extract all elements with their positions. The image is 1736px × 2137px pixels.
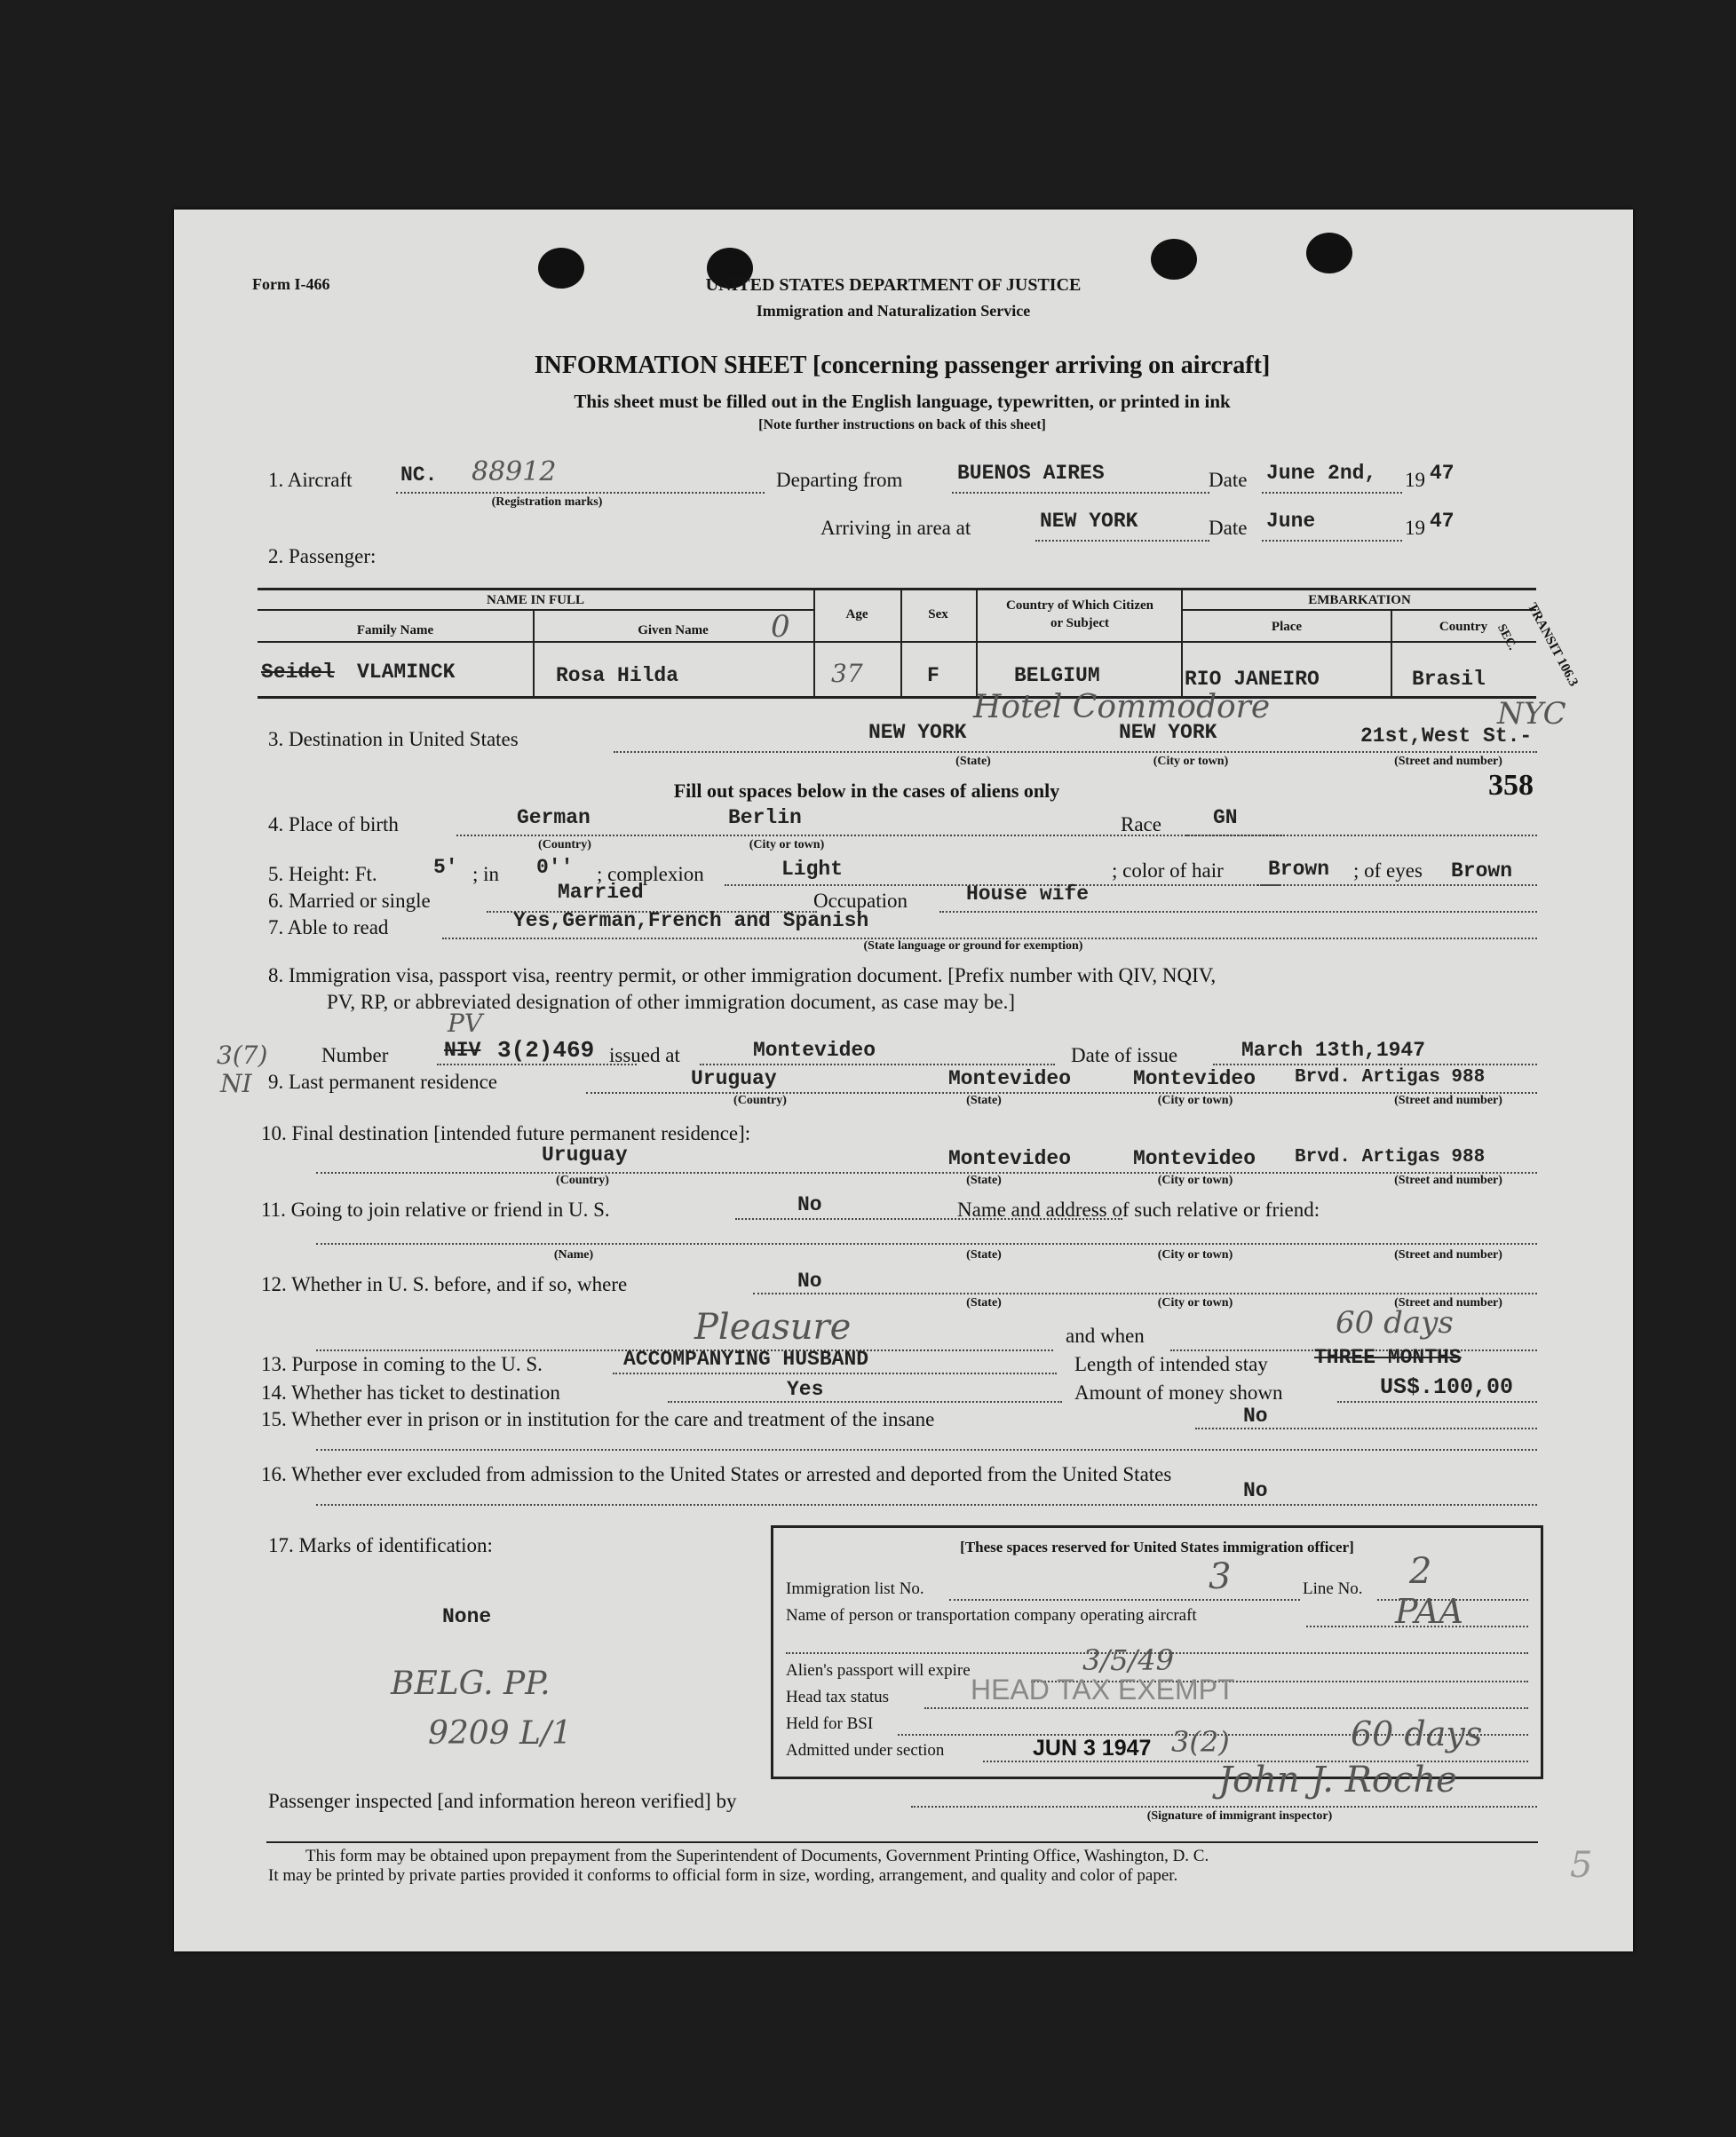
aliens-heading: Fill out spaces below in the cases of aliens only — [673, 780, 1060, 802]
length-label: Length of intended stay — [1074, 1353, 1268, 1375]
destination-sub-street: (Street and number) — [1394, 755, 1502, 768]
prison-value: No — [1243, 1405, 1268, 1428]
department-title: UNITED STATES DEPARTMENT OF JUSTICE — [705, 275, 1082, 295]
given-name-mark: 0 — [771, 609, 790, 645]
header-place: Place — [1271, 620, 1303, 634]
birth-sub-country: (Country) — [538, 838, 591, 851]
destination-handwritten-city: NYC — [1497, 696, 1566, 732]
aircraft-prefix: NC. — [400, 463, 438, 487]
tax-label: Head tax status — [786, 1688, 890, 1706]
aircraft-sublabel: (Registration marks) — [491, 495, 603, 509]
list-label: Immigration list No. — [786, 1579, 924, 1598]
line-value: 2 — [1409, 1551, 1432, 1592]
height-ft-value: 5' — [433, 856, 458, 879]
header-sex: Sex — [928, 607, 948, 621]
marks-handwritten-1: BELG. PP. — [391, 1666, 551, 1702]
departing-label: Departing from — [776, 469, 903, 491]
line-label: Line No. — [1303, 1579, 1363, 1598]
height-in-label: ; in — [472, 863, 500, 885]
destination-sub-state: (State) — [955, 755, 991, 768]
residence-street: Brvd. Artigas 988 — [1295, 1067, 1486, 1088]
inspector-signature: John J. Roche — [1218, 1760, 1457, 1801]
officer-box — [771, 1525, 1543, 1779]
issued-at-label: issued at — [609, 1044, 680, 1066]
residence-label: 9. Last permanent residence — [268, 1071, 497, 1093]
departing-year-prefix: 19 — [1405, 469, 1425, 491]
purpose-label: 13. Purpose in coming to the U. S. — [261, 1353, 543, 1375]
height-ft-label: 5. Height: Ft. — [268, 863, 377, 885]
marks-value: None — [442, 1605, 492, 1628]
service-title: Immigration and Naturalization Service — [756, 302, 1031, 320]
margin-note-1: 3(7) — [217, 1041, 268, 1070]
married-value: Married — [558, 881, 644, 904]
visa-number-label: Number — [321, 1044, 389, 1066]
footer-line-1: This form may be obtained upon prepayment from the Superintendent of Documents, Government Printing Office, Washington, D. C. — [305, 1847, 1209, 1865]
footer-line-2: It may be printed by private parties provided it conforms to official form in size, wording, arrangement, and quality and color of paper. — [268, 1866, 1178, 1885]
issued-at-value: Montevideo — [753, 1039, 876, 1062]
residence-sub-city: (City or town) — [1157, 1094, 1233, 1107]
before-label: 12. Whether in U. S. before, and if so, where — [261, 1273, 628, 1295]
transit-stamp: TRANSIT 106.3 — [1524, 600, 1581, 689]
eyes-label: ; of eyes — [1353, 859, 1423, 882]
arriving-year: 47 — [1430, 510, 1455, 533]
list-value: 3 — [1209, 1556, 1232, 1597]
page-mark: 5 — [1570, 1845, 1593, 1886]
form-number: Form I-466 — [252, 275, 330, 293]
inspected-label: Passenger inspected [and information hereon verified] by — [268, 1790, 737, 1812]
before-sub-street: (Street and number) — [1394, 1296, 1502, 1310]
final-sub-country: (Country) — [556, 1174, 609, 1187]
destination-label: 3. Destination in United States — [268, 728, 519, 750]
purpose-handwritten: Pleasure — [694, 1307, 852, 1348]
complexion-label: ; complexion — [597, 863, 704, 885]
join-label: 11. Going to join relative or friend in U. S. — [261, 1199, 610, 1221]
destination-city: NEW YORK — [1119, 721, 1217, 744]
birth-city: Berlin — [728, 806, 802, 829]
arriving-date: June — [1266, 510, 1316, 533]
bsi-label: Held for BSI — [786, 1714, 874, 1733]
admitted-stamp: JUN 3 1947 — [1033, 1736, 1152, 1761]
excluded-value: No — [1243, 1479, 1268, 1502]
header-given-name: Given Name — [638, 623, 709, 637]
visa-number-struck: NIV — [444, 1039, 481, 1062]
birth-sub-city: (City or town) — [749, 838, 825, 851]
passenger-label: 2. Passenger: — [268, 545, 377, 567]
departing-date-label: Date — [1209, 469, 1248, 491]
header-embarkation: EMBARKATION — [1308, 593, 1411, 607]
sheet-note: [Note further instructions on back of this sheet] — [758, 417, 1046, 432]
before-sub-state: (State) — [966, 1296, 1002, 1310]
visa-label-2: PV, RP, or abbreviated designation of other immigration document, as case may be.] — [327, 991, 1016, 1013]
admitted-section: 3(2) — [1171, 1725, 1230, 1759]
race-label: Race — [1121, 813, 1161, 835]
before-value: No — [797, 1270, 822, 1293]
final-sub-city: (City or town) — [1157, 1174, 1233, 1187]
residence-city: Montevideo — [1133, 1067, 1256, 1090]
arriving-label: Arriving in area at — [820, 517, 971, 539]
admitted-days: 60 days — [1351, 1714, 1483, 1753]
destination-handwritten: Hotel Commodore — [973, 689, 1271, 725]
officer-heading: [These spaces reserved for United States immigration officer] — [960, 1539, 1354, 1555]
money-value: US$.100,00 — [1380, 1374, 1514, 1400]
tax-value: HEAD TAX EXEMPT — [971, 1674, 1235, 1706]
birth-country: German — [517, 806, 591, 829]
prison-label: 15. Whether ever in prison or in institution for the care and treatment of the insane — [261, 1408, 935, 1430]
days-handwritten: 60 days — [1336, 1305, 1454, 1341]
before-sub-city: (City or town) — [1157, 1296, 1233, 1310]
residence-sub-country: (Country) — [733, 1094, 787, 1107]
join-sub-city: (City or town) — [1157, 1248, 1233, 1262]
final-destination-state: Montevideo — [948, 1147, 1072, 1170]
join-name-label: Name and address of such relative or friend: — [957, 1199, 1320, 1221]
occupation-value: House wife — [966, 883, 1090, 906]
stamp-number: 358 — [1488, 769, 1534, 802]
purpose-value: ACCOMPANYING HUSBAND — [623, 1348, 869, 1371]
occupation-label: Occupation — [813, 890, 908, 912]
read-sub: (State language or ground for exemption) — [863, 939, 1083, 953]
header-citizen: Country of Which Citizen or Subject — [1006, 598, 1153, 630]
visa-number-value: 3(2)469 — [497, 1037, 595, 1064]
family-name-struck: Seidel — [261, 661, 335, 684]
final-destination-label: 10. Final destination [intended future permanent residence]: — [261, 1122, 751, 1144]
ticket-value: Yes — [787, 1378, 824, 1401]
embark-country-value: Brasil — [1412, 668, 1486, 691]
issue-date-value: March 13th,1947 — [1241, 1039, 1426, 1062]
company-label: Name of person or transportation company operating aircraft — [786, 1606, 1197, 1625]
aircraft-registration: 88912 — [472, 456, 557, 487]
punch-hole-1 — [538, 248, 584, 289]
married-label: 6. Married or single — [268, 890, 431, 912]
destination-state: NEW YORK — [868, 721, 967, 744]
visa-number-pv: PV — [448, 1009, 483, 1038]
sheet-title: INFORMATION SHEET [concerning passenger arriving on aircraft] — [534, 352, 1271, 379]
marks-handwritten-2: 9209 L/1 — [428, 1715, 572, 1752]
departing-value: BUENOS AIRES — [957, 462, 1105, 485]
citizen-value: BELGIUM — [1014, 664, 1100, 687]
final-sub-street: (Street and number) — [1394, 1174, 1502, 1187]
final-destination-country: Uruguay — [542, 1144, 628, 1167]
punch-hole-3 — [1151, 239, 1197, 280]
arriving-date-label: Date — [1209, 517, 1248, 539]
sex-value: F — [927, 664, 939, 687]
admitted-label: Admitted under section — [786, 1741, 945, 1760]
header-name-in-full: NAME IN FULL — [486, 593, 584, 607]
issue-date-label: Date of issue — [1071, 1044, 1178, 1066]
residence-country: Uruguay — [691, 1067, 777, 1090]
when-label: and when — [1066, 1325, 1145, 1347]
read-value: Yes,German,French and Spanish — [513, 909, 869, 932]
departing-date: June 2nd, — [1266, 462, 1377, 485]
visa-label-1: 8. Immigration visa, passport visa, reentry permit, or other immigration document. [Prefix number with QIV, NQIV, — [268, 964, 1217, 986]
read-label: 7. Able to read — [268, 916, 389, 938]
final-sub-state: (State) — [966, 1174, 1002, 1187]
join-sub-street: (Street and number) — [1394, 1248, 1502, 1262]
residence-state: Montevideo — [948, 1067, 1072, 1090]
arriving-year-prefix: 19 — [1405, 517, 1425, 539]
ticket-label: 14. Whether has ticket to destination — [261, 1381, 560, 1404]
residence-sub-street: (Street and number) — [1394, 1094, 1502, 1107]
sheet-instruction: This sheet must be filled out in the English language, typewritten, or printed in ink — [574, 391, 1231, 412]
embark-place-value: RIO JANEIRO — [1185, 668, 1320, 691]
destination-street: 21st,West St.- — [1360, 724, 1533, 748]
eyes-value: Brown — [1451, 859, 1513, 883]
aircraft-label: 1. Aircraft — [268, 469, 353, 491]
margin-note-2: NI — [220, 1069, 252, 1098]
join-value: No — [797, 1193, 822, 1216]
residence-sub-state: (State) — [966, 1094, 1002, 1107]
hair-value: Brown — [1268, 858, 1330, 881]
given-name-value: Rosa Hilda — [556, 664, 679, 687]
complexion-value: Light — [781, 858, 844, 881]
departing-year: 47 — [1430, 462, 1455, 485]
excluded-label: 16. Whether ever excluded from admission to the United States or arrested and deported from the United States — [261, 1463, 1172, 1485]
form-sheet — [174, 210, 1633, 1951]
punch-hole-4 — [1306, 233, 1352, 273]
passport-label: Alien's passport will expire — [786, 1661, 971, 1680]
join-sub-name: (Name) — [553, 1248, 594, 1262]
header-family-name: Family Name — [356, 623, 434, 637]
arriving-value: NEW YORK — [1040, 510, 1138, 533]
race-value: GN — [1213, 806, 1238, 829]
family-name-value: VLAMINCK — [357, 661, 456, 684]
money-label: Amount of money shown — [1074, 1381, 1283, 1404]
inspected-sub: (Signature of immigrant inspector) — [1146, 1809, 1333, 1823]
destination-sub-city: (City or town) — [1153, 755, 1229, 768]
passport-value: 3/5/49 — [1082, 1643, 1174, 1677]
header-age: Age — [845, 607, 868, 621]
hair-label: ; color of hair — [1112, 859, 1224, 882]
stamp-sec: SEC. — [1494, 621, 1519, 653]
company-value: PAA — [1395, 1592, 1463, 1631]
final-destination-city: Montevideo — [1133, 1147, 1256, 1170]
join-sub-state: (State) — [966, 1248, 1002, 1262]
age-value: 37 — [831, 659, 863, 688]
length-value: THREE MONTHS — [1314, 1346, 1462, 1369]
marks-label: 17. Marks of identification: — [268, 1534, 493, 1556]
height-in-value: 0'' — [536, 856, 574, 879]
header-country: Country — [1439, 620, 1488, 634]
birth-label: 4. Place of birth — [268, 813, 399, 835]
final-destination-street: Brvd. Artigas 988 — [1295, 1147, 1486, 1167]
